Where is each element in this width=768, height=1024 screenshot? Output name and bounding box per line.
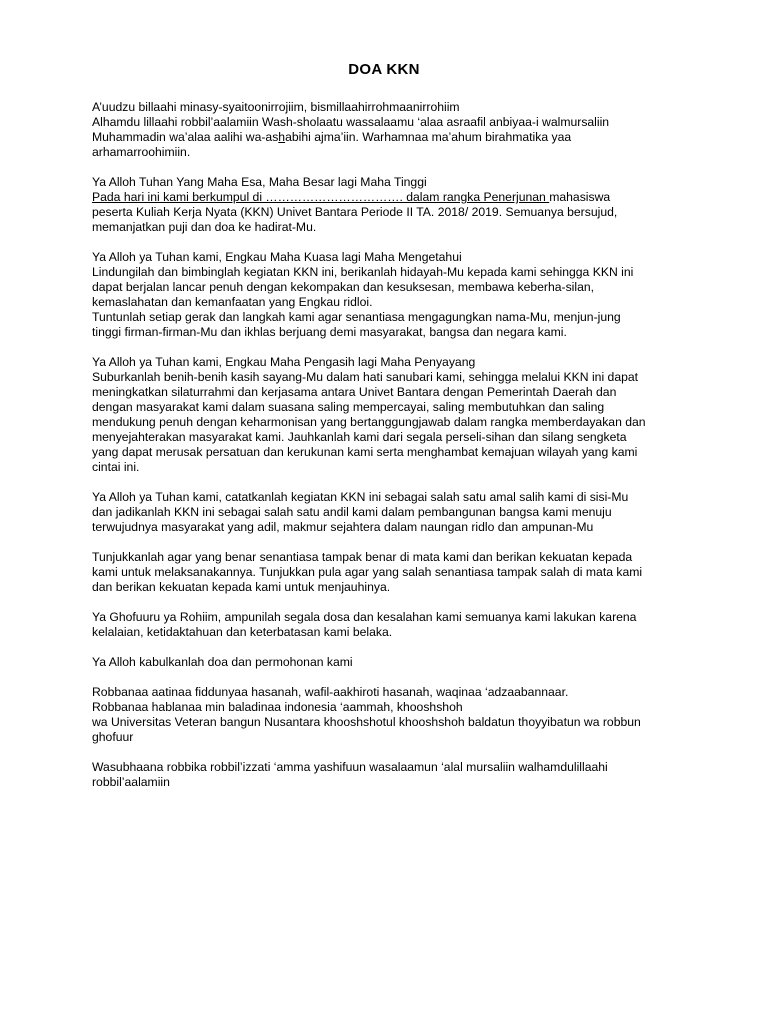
paragraph-heading: Ya Alloh ya Tuhan kami, Engkau Maha Kuasa lagi Maha Mengetahui: [92, 250, 462, 264]
text-line: yang dapat merusak persatuan dan kerukunan kami serta menghambat kemajuan wilayah yang kami: [92, 445, 638, 459]
prayer-paragraph-kabulkan: [92, 655, 674, 670]
text-line: Robbanaa hablanaa min baladinaa indonesia ‘aammah, khooshshoh: [92, 700, 463, 714]
text-line: wa Universitas Veteran bangun Nusantara khooshshotul khooshshoh baldatun thoyyibatun wa robbun: [92, 715, 641, 729]
text-line: kemaslahatan dan kemanfaatan yang Engkau ridloi.: [92, 295, 373, 309]
text-line: A’uudzu billaahi minasy-syaitoonirrojiim, bismillaahirrohmaanirrohiim: [92, 100, 460, 114]
text-line: meningkatkan silaturrahmi dan kerjasama antara Univet Bantara dengan Pemerintah Daerah dan: [92, 385, 617, 399]
text-line: Robbanaa aatinaa fiddunyaa hasanah, wafil-aakhiroti hasanah, waqinaa ‘adzaabannaar.: [92, 685, 569, 699]
text-line: cintai ini.: [92, 460, 140, 474]
text-line: [92, 130, 674, 145]
text-line: arhamarroohimiin.: [92, 145, 191, 159]
underlined-segment: Pada hari ini kami berkumpul di ……………………………. dalam rangka Penerjunan: [92, 190, 550, 204]
text-line: robbil’aalamiin: [92, 775, 170, 789]
text-line: peserta Kuliah Kerja Nyata (KKN) Univet Bantara Periode II TA. 2018/ 2019. Semuanya bersujud,: [92, 205, 618, 219]
text-line: dan berikan kekuatan kepada kami untuk menjauhinya.: [92, 580, 391, 594]
text-line: Tunjukkanlah agar yang benar senantiasa tampak benar di mata kami dan berikan kekuatan kepada: [92, 550, 633, 564]
prayer-paragraph-maha-esa: [92, 175, 674, 235]
text-line: Wasubhaana robbika robbil’izzati ‘amma yashifuun wasalaamun ‘alal mursaliin walhamdulillaahi: [92, 760, 608, 774]
text-line: Lindungilah dan bimbinglah kegiatan KKN ini, berikanlah hidayah-Mu kepada kami sehingga KKN ini: [92, 265, 634, 279]
text-line: dengan masyarakat kami dalam suasana saling mempercayai, saling membutuhkan dan saling: [92, 400, 605, 414]
prayer-paragraph-tunjukkan: [92, 550, 674, 595]
text-line: terwujudnya masyarakat yang adil, makmur sejahtera dalam naungan ridlo dan ampunan-Mu: [92, 520, 594, 534]
prayer-paragraph-robbanaa: [92, 685, 674, 745]
opening-paragraph: [92, 100, 674, 160]
text-line: Alhamdu lillaahi robbil’aalamiin Wash-sholaatu wassalaamu ‘alaa asraafil anbiyaa-i walmursaliin: [92, 115, 610, 129]
text-line: kelalaian, ketidaktahuan dan keterbatasan kami belaka.: [92, 625, 393, 639]
text-line: Suburkanlah benih-benih kasih sayang-Mu dalam hati sanubari kami, sehingga melalui KKN ini dapat: [92, 370, 639, 384]
text-line: tinggi firman-firman-Mu dan ikhlas berjuang demi masyarakat, bangsa dan negara kami.: [92, 325, 567, 339]
prayer-paragraph-ampunan: [92, 610, 674, 640]
text-line: dapat berjalan lancar penuh dengan kekompakan dan kesuksesan, membawa keberha-silan,: [92, 280, 595, 294]
text-line: dan jadikanlah KKN ini sebagai salah satu andil kami dalam pembangunan bangsa kami menuju: [92, 505, 612, 519]
text-line: Tuntunlah setiap gerak dan langkah kami agar senantiasa mengagungkan nama-Mu, menjun-jung: [92, 310, 621, 324]
document-title: DOA KKN: [348, 61, 420, 78]
paragraph-heading: Ya Alloh ya Tuhan kami, Engkau Maha Pengasih lagi Maha Penyayang: [92, 355, 476, 369]
paragraph-heading: Ya Alloh Tuhan Yang Maha Esa, Maha Besar lagi Maha Tinggi: [92, 175, 427, 189]
text-segment: abihi ajma’iin. Warhamnaa ma’ahum birahmatika yaa: [285, 130, 572, 144]
closing-paragraph: [92, 760, 674, 790]
text-line: [92, 190, 674, 205]
text-line: menyejahterakan masyarakat kami. Jauhkanlah kami dari segala perseli-sihan dan silang sengketa: [92, 430, 627, 444]
underlined-letter: h: [278, 130, 286, 144]
text-line: kami untuk melaksanakannya. Tunjukkan pula agar yang salah senantiasa tampak salah di mata kami: [92, 565, 643, 579]
text-line: Ya Alloh kabulkanlah doa dan permohonan kami: [92, 655, 353, 669]
text-line: memanjatkan puji dan doa ke hadirat-Mu.: [92, 220, 317, 234]
text-segment: Muhammadin wa’alaa aalihi wa-as: [92, 130, 279, 144]
prayer-paragraph-catatkan: [92, 490, 674, 535]
text-segment: mahasiswa: [549, 190, 611, 204]
document-body: [92, 100, 674, 805]
text-line: ghofuur: [92, 730, 134, 744]
text-line: mendukung penuh dengan keharmonisan yang bertanggungjawab dalam rangka memberdayakan dan: [92, 415, 646, 429]
text-line: Ya Ghofuuru ya Rohiim, ampunilah segala dosa dan kesalahan kami semuanya kami lakukan karena: [92, 610, 637, 624]
text-line: Ya Alloh ya Tuhan kami, catatkanlah kegiatan KKN ini sebagai salah satu amal salih kami di sisi-Mu: [92, 490, 629, 504]
prayer-paragraph-maha-pengasih: [92, 355, 674, 475]
prayer-paragraph-maha-kuasa: [92, 250, 674, 340]
